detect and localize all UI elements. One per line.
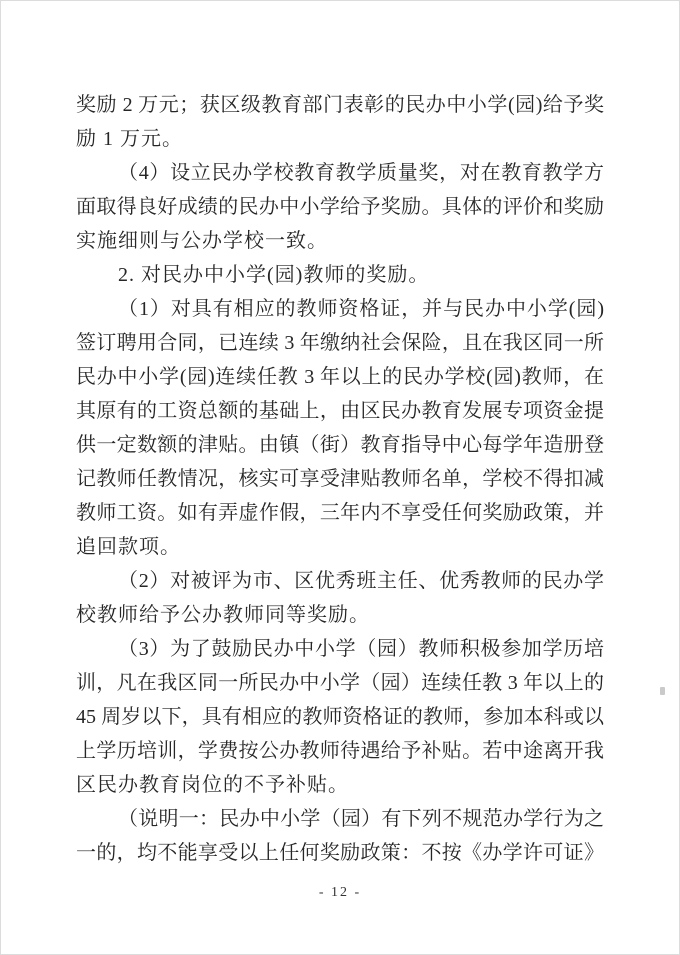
text-line: 一的，均不能享受以上任何奖励政策：不按《办学许可证》	[76, 842, 604, 864]
text-line: 签订聘用合同，已连续 3 年缴纳社会保险，且在我区同一所	[76, 332, 604, 354]
text-line: 记教师任教情况，核实可享受津贴教师名单，学校不得扣减	[76, 468, 604, 490]
text-line: 供一定数额的津贴。由镇（街）教育指导中心每学年造册登	[76, 434, 604, 456]
text-line: （1）对具有相应的教师资格证，并与民办中小学(园)	[118, 298, 604, 320]
text-line: （4）设立民办学校教育教学质量奖，对在教育教学方	[118, 162, 604, 184]
text-line: 上学历培训，学费按公办教师待遇给予补贴。若中途离开我	[76, 740, 604, 762]
text-line: 2. 对民办中小学(园)教师的奖励。	[118, 264, 430, 286]
text-line: 校教师给予公办教师同等奖励。	[76, 604, 370, 626]
text-line: 面取得良好成绩的民办中小学给予奖励。具体的评价和奖励	[76, 196, 604, 218]
scan-artifact	[660, 687, 665, 695]
text-line: 区民办教育岗位的不予补贴。	[76, 774, 349, 796]
text-line: 其原有的工资总额的基础上，由区民办教育发展专项资金提	[76, 400, 604, 422]
text-line: 追回款项。	[76, 536, 181, 558]
text-line: （2）对被评为市、区优秀班主任、优秀教师的民办学	[118, 570, 604, 592]
text-line: 励 1 万元。	[76, 128, 183, 150]
text-line: 民办中小学(园)连续任教 3 年以上的民办学校(园)教师，在	[76, 366, 604, 388]
text-line: 45 周岁以下，具有相应的教师资格证的教师，参加本科或以	[76, 706, 604, 728]
document-text	[76, 88, 604, 870]
text-line: 奖励 2 万元；获区级教育部门表彰的民办中小学(园)给予奖	[76, 94, 604, 116]
text-line: 训，凡在我区同一所民办中小学（园）连续任教 3 年以上的	[76, 672, 604, 694]
text-line: 教师工资。如有弄虚作假，三年内不享受任何奖励政策，并	[76, 502, 604, 524]
text-line: （3）为了鼓励民办中小学（园）教师积极参加学历培	[118, 638, 604, 660]
page-number: - 12 -	[318, 885, 362, 900]
text-line: （说明一：民办中小学（园）有下列不规范办学行为之	[118, 808, 604, 830]
text-line: 实施细则与公办学校一致。	[76, 230, 328, 252]
